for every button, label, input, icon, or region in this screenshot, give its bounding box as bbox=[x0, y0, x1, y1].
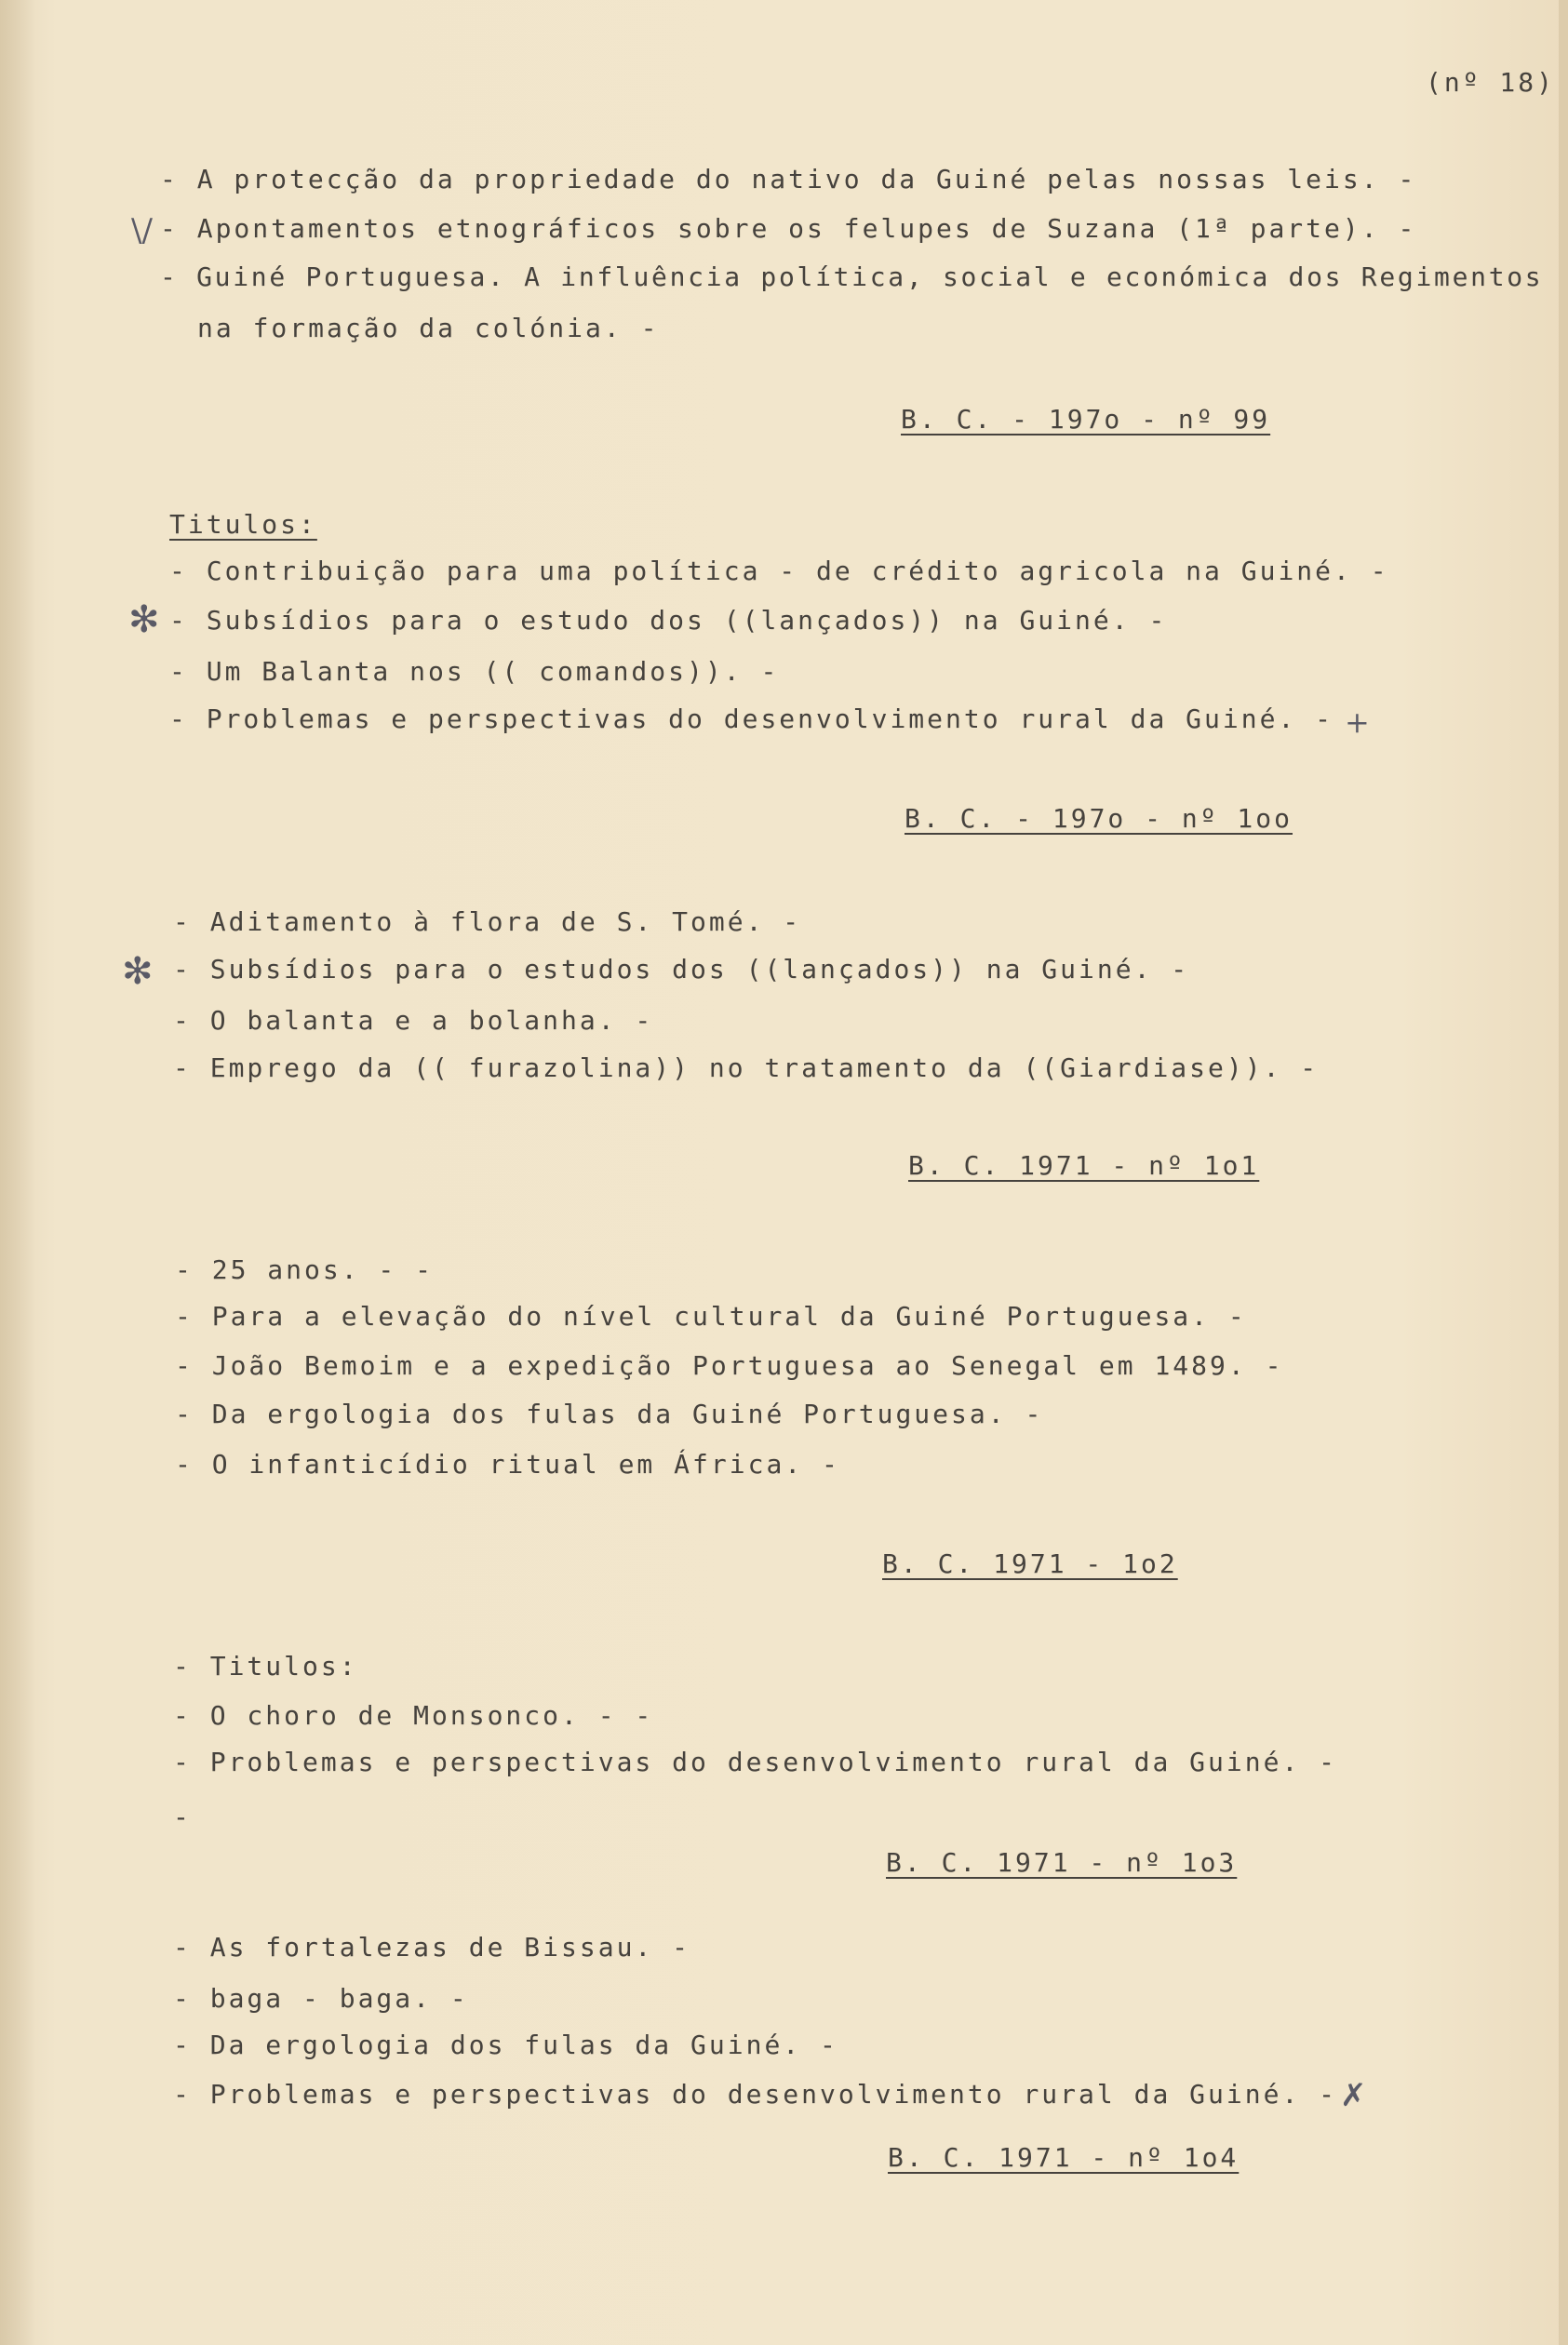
section-heading: B. C. 1971 - nº 1o4 bbox=[888, 2142, 1240, 2173]
section-label: Titulos: bbox=[169, 509, 317, 540]
list-item: - As fortalezas de Bissau. - bbox=[173, 1932, 691, 1963]
handwritten-asterisk-mark: ✻ bbox=[122, 950, 154, 993]
list-item: - Problemas e perspectivas do desenvolvimento rural da Guiné. - bbox=[173, 1747, 1338, 1777]
list-item: - Problemas e perspectivas do desenvolvimento rural da Guiné. - bbox=[173, 2079, 1338, 2110]
list-item: - Subsídios para o estudos dos ((lançados)) na Guiné. - bbox=[173, 954, 1190, 985]
handwritten-cross-mark: ✗ bbox=[1340, 2077, 1367, 2114]
list-item: - Emprego da (( furazolina)) no tratamento da ((Giardiase)). - bbox=[173, 1052, 1320, 1083]
list-item: - O balanta e a bolanha. - bbox=[173, 1005, 654, 1036]
page-edge-shadow bbox=[0, 0, 35, 2345]
intro-line: - Guiné Portuguesa. A influência política, social e económica dos Regimentos bbox=[160, 261, 1544, 292]
list-item: - João Bemoim e a expedição Portuguesa ao Senegal em 1489. - bbox=[175, 1350, 1284, 1381]
section-heading: B. C. - 197o - nº 1oo bbox=[905, 803, 1293, 834]
list-item: - baga - baga. - bbox=[173, 1983, 469, 2014]
page-number: (nº 18) bbox=[1426, 67, 1556, 98]
list-item: - Um Balanta nos (( comandos)). - bbox=[169, 656, 780, 687]
list-item: - O choro de Monsonco. - - bbox=[173, 1700, 654, 1731]
intro-line: - A protecção da propriedade do nativo da Guiné pelas nossas leis. - bbox=[160, 164, 1417, 194]
list-item: - Da ergologia dos fulas da Guiné. - bbox=[173, 2030, 838, 2060]
section-heading: B. C. - 197o - nº 99 bbox=[901, 404, 1271, 435]
list-item: - 25 anos. - - bbox=[175, 1254, 435, 1285]
handwritten-cross-mark: + bbox=[1345, 704, 1370, 740]
handwritten-asterisk-mark: ✻ bbox=[128, 598, 160, 641]
handwritten-check-mark: \/ bbox=[131, 212, 153, 249]
list-item: - O infanticídio ritual em África. - bbox=[175, 1449, 840, 1480]
list-item: - Contribuição para uma política - de crédito agricola na Guiné. - bbox=[169, 556, 1389, 586]
list-item: - Subsídios para o estudo dos ((lançados)) na Guiné. - bbox=[169, 605, 1168, 636]
list-item: - Problemas e perspectivas do desenvolvimento rural da Guiné. - bbox=[169, 704, 1334, 734]
section-label: - Titulos: bbox=[173, 1651, 358, 1682]
intro-line: na formação da colónia. - bbox=[197, 313, 660, 343]
list-item: - Para a elevação do nível cultural da Guiné Portuguesa. - bbox=[175, 1301, 1247, 1332]
list-item: - Aditamento à flora de S. Tomé. - bbox=[173, 906, 802, 937]
section-heading: B. C. 1971 - nº 1o3 bbox=[886, 1847, 1238, 1878]
intro-line: - Apontamentos etnográficos sobre os felupes de Suzana (1ª parte). - bbox=[160, 213, 1417, 244]
section-heading: B. C. 1971 - nº 1o1 bbox=[908, 1150, 1260, 1181]
list-item: - Da ergologia dos fulas da Guiné Portuguesa. - bbox=[175, 1399, 1044, 1429]
page-right-edge bbox=[1559, 0, 1568, 2345]
list-item: - bbox=[173, 1802, 192, 1832]
section-heading: B. C. 1971 - 1o2 bbox=[882, 1548, 1178, 1579]
